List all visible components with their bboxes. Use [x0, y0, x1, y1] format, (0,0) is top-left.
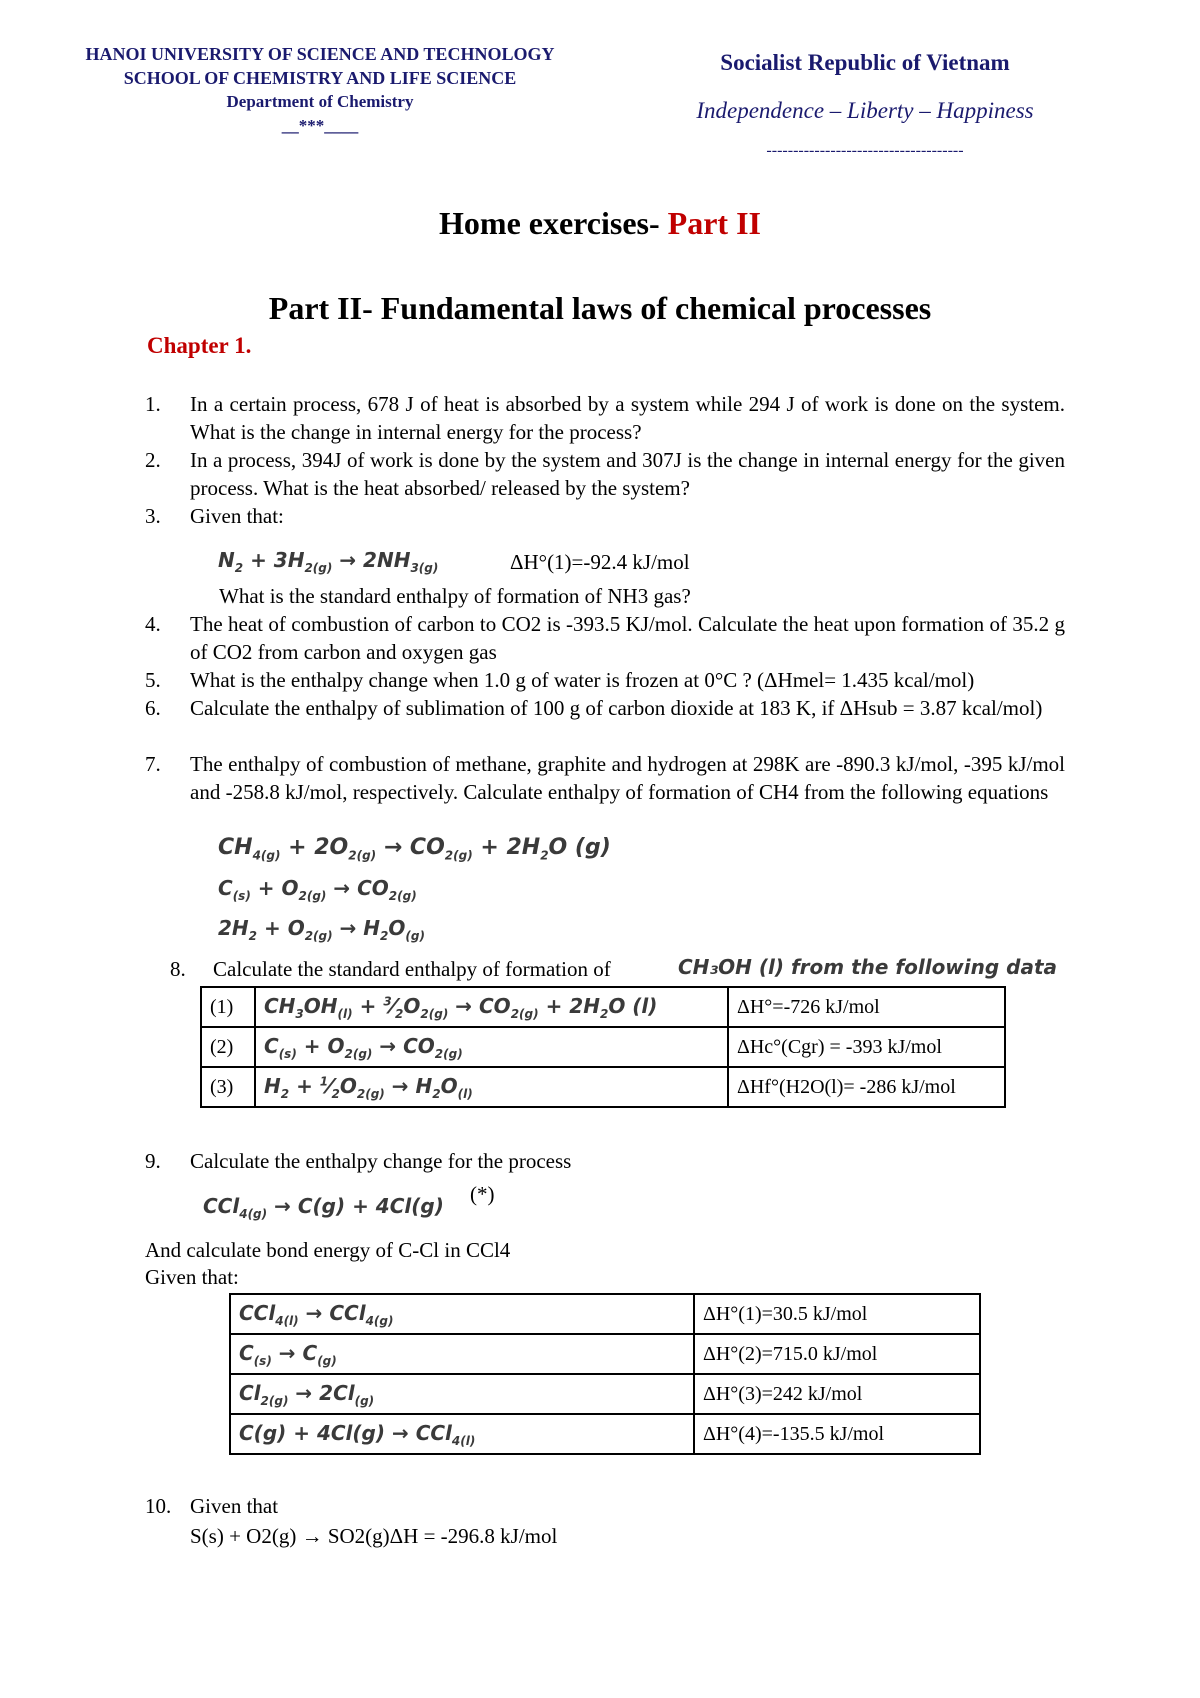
graphite-combustion-equation: $C_{(s)} + O_{2(g)} \to CO_{2(g)}$	[264, 1033, 463, 1061]
ccl4-formation-equation: C(g) + 4Cl(g) → CCl$_{4(l)}$	[239, 1420, 476, 1448]
title-main: Home exercises-	[439, 205, 660, 241]
ammonia-equation: $N_2 + 3H_{2(g)} \to 2NH_{3(g)}$	[218, 548, 439, 575]
row-index: (3)	[201, 1067, 255, 1107]
reaction-cell	[230, 1334, 694, 1374]
part-title: Part II- Fundamental laws of chemical processes	[268, 290, 932, 326]
water-formation-equation: $H_2$ + $^1⁄_2O_{2(g)} \to H_2O_{(l)}$	[264, 1073, 473, 1101]
ccl4-vaporization-equation: CCl$_{4(l)}$ → CCl$_{4(g)}$	[239, 1300, 394, 1328]
question-10-text: Given that	[190, 1494, 279, 1518]
q8-data-table	[200, 986, 1006, 1108]
chapter-heading: Chapter 1.	[147, 333, 252, 358]
carbon-combustion-equation: $C_{(s)} + O_{2(g)} \to CO_{2(g)}$	[218, 876, 417, 903]
reaction-cell	[255, 1067, 728, 1107]
carbon-sublimation-equation: $C_{(s)} \to C_{(g)}$	[239, 1340, 337, 1368]
q9-data-table	[229, 1293, 981, 1455]
question-number: 4.	[145, 612, 161, 636]
document-title	[0, 205, 1200, 242]
question-10-number: 10.	[145, 1494, 172, 1518]
question-8-number: 8.	[170, 957, 186, 981]
ccl4-decomposition-equation: CCl$_{4(g)}$ → C(g) + 4Cl(g)	[203, 1194, 444, 1221]
title-part: Part II	[659, 205, 761, 241]
header-rule: -------------------------------------	[766, 142, 964, 159]
enthalpy-cell: ΔH°(4)=-135.5 kJ/mol	[694, 1414, 980, 1454]
table-row	[201, 1067, 1005, 1107]
department-name: Department of Chemistry	[226, 92, 414, 111]
reaction-cell	[230, 1294, 694, 1334]
school-name: SCHOOL OF CHEMISTRY AND LIFE SCIENCE	[123, 68, 517, 88]
institution-header	[30, 42, 610, 138]
enthalpy-cell: ΔHf°(H2O(l)= -286 kJ/mol	[728, 1067, 1005, 1107]
table-row	[230, 1294, 980, 1334]
question-text: Calculate the enthalpy change for the process	[190, 1149, 572, 1173]
q9-given-text: Given that:	[145, 1265, 239, 1289]
question-number: 9.	[145, 1149, 161, 1173]
question-8-formula: CH₃OH (l) from the following data	[678, 955, 1058, 979]
question-text: The enthalpy of combustion of methane, graphite and hydrogen at 298K are -890.3 kJ/mol, -395 kJ/mol and -258.8 kJ/mol, respectively. Calculate enthalpy of formation of CH4 from the following equations	[190, 752, 1065, 804]
methane-combustion-equation: $CH_{4(g)} + 2O_{2(g)} \to CO_{2(g)} + 2H_2O$ (g)	[218, 835, 611, 863]
table-row	[201, 987, 1005, 1027]
question-text: Calculate the enthalpy of sublimation of 100 g of carbon dioxide at 183 K, if ΔHsub = 3.87 kcal/mol)	[190, 696, 1043, 720]
reaction-cell	[230, 1374, 694, 1414]
question-number: 1.	[145, 392, 161, 416]
hydrogen-combustion-equation: $2H_2 + O_{2(g)} \to H_2O_{(g)}$	[218, 916, 425, 943]
table-row	[230, 1334, 980, 1374]
enthalpy-cell: ΔH°(1)=30.5 kJ/mol	[694, 1294, 980, 1334]
methanol-combustion-equation: $CH_3OH_{(l)}$ + $^3⁄_2O_{2(g)} \to CO_{2(g)} + 2H_2O$ (l)	[264, 993, 658, 1021]
table-row	[201, 1027, 1005, 1067]
row-index: (1)	[201, 987, 255, 1027]
row-index: (2)	[201, 1027, 255, 1067]
question-number: 5.	[145, 668, 161, 692]
question-number: 3.	[145, 504, 161, 528]
enthalpy-cell: ΔH°(3)=242 kJ/mol	[694, 1374, 980, 1414]
enthalpy-cell: ΔHc°(Cgr) = -393 kJ/mol	[728, 1027, 1005, 1067]
question-number: 2.	[145, 448, 161, 472]
question-text: In a process, 394J of work is done by the system and 307J is the change in internal energy for the given process. What is the heat absorbed/ released by the system?	[190, 448, 1065, 500]
reaction-cell	[230, 1414, 694, 1454]
question-text: Given that:	[190, 504, 284, 528]
question-number: 7.	[145, 752, 161, 776]
sulfur-combustion-equation: S(s) + O2(g) → SO2(g)ΔH = -296.8 kJ/mol	[190, 1524, 558, 1548]
process-marker: (*)	[470, 1182, 495, 1206]
nation-name: Socialist Republic of Vietnam	[720, 50, 1010, 75]
enthalpy-cell: ΔH°=-726 kJ/mol	[728, 987, 1005, 1027]
q9-bond-energy-text: And calculate bond energy of C-Cl in CCl4	[145, 1238, 511, 1262]
question-8-text: Calculate the standard enthalpy of formation of	[213, 957, 611, 981]
table-row	[230, 1374, 980, 1414]
question-text: In a certain process, 678 J of heat is absorbed by a system while 294 J of work is done on the system. What is the change in internal energy for the process?	[190, 392, 1065, 444]
chlorine-dissociation-equation: $Cl_{2(g)} \to 2Cl_{(g)}$	[239, 1380, 375, 1408]
question-number: 6.	[145, 696, 161, 720]
reaction-cell	[255, 987, 728, 1027]
header-ornament: __***____	[281, 116, 359, 135]
national-motto: Independence – Liberty – Happiness	[696, 98, 1034, 123]
question-text: The heat of combustion of carbon to CO2 is -393.5 KJ/mol. Calculate the heat upon formation of 35.2 g of CO2 from carbon and oxygen gas	[190, 612, 1065, 664]
question-text: What is the enthalpy change when 1.0 g of water is frozen at 0°C ? (ΔHmel= 1.435 kcal/mol)	[190, 668, 975, 692]
enthalpy-cell: ΔH°(2)=715.0 kJ/mol	[694, 1334, 980, 1374]
q3-question: What is the standard enthalpy of formation of NH3 gas?	[219, 584, 691, 608]
nation-header	[650, 48, 1080, 160]
q3-enthalpy: ΔH°(1)=-92.4 kJ/mol	[510, 550, 690, 574]
table-row	[230, 1414, 980, 1454]
university-name: HANOI UNIVERSITY OF SCIENCE AND TECHNOLOGY	[85, 44, 555, 64]
reaction-cell	[255, 1027, 728, 1067]
